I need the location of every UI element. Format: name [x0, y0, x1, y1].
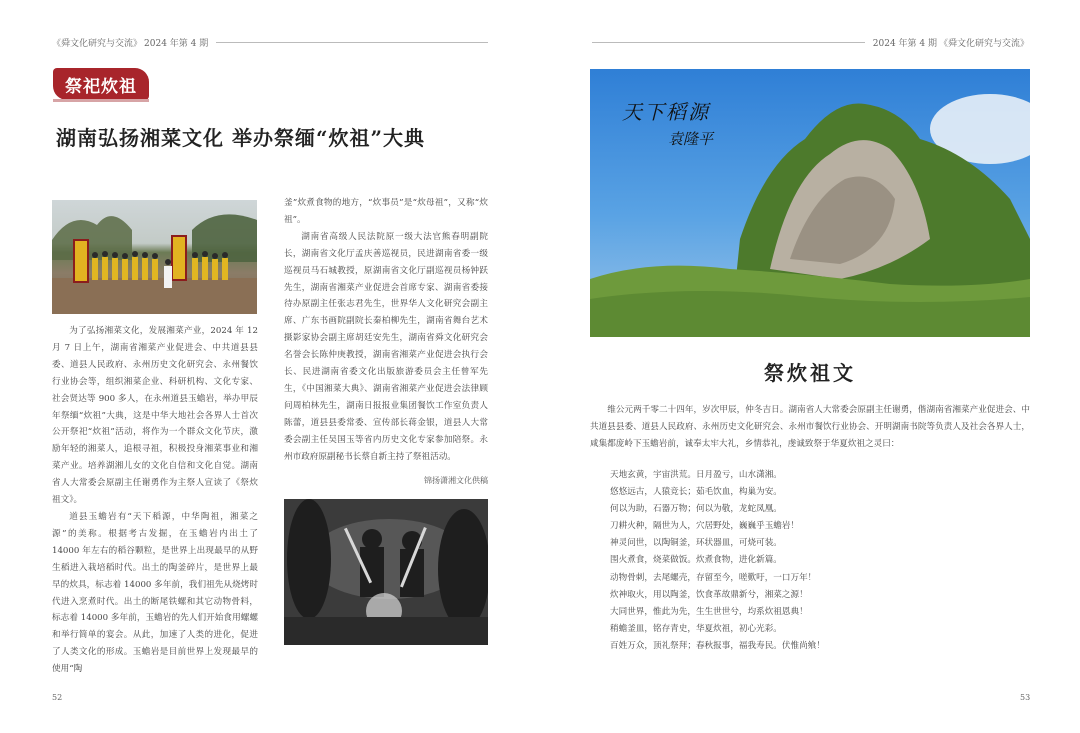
verse-line: 围火煮食，烧菜做饭。炊煮食物，进化新篇。 — [610, 555, 782, 566]
paragraph: 道县玉蟾岩有“天下稻源，中华陶祖，湘菜之源”的美称。根据考古发掘，在玉蟾岩内出土了 14000 年左右的稻谷颗粒，是世界上出现最早的从野生稻进入栽培稻时代。出土的陶釜碎片，是世界上最早的炊具，标志着 14000 多年前，我们祖先从烧烤时代进入烹煮时代。出土的断尾铁螺和其它动物骨料，标志着 14000 多年前，玉蟾岩的先人们开始食用螺螺和举行简单的宴会。从此，加速了人类的进化，促进了人类文化的形成。玉蟾岩是目前世界上发现最早的使用“陶 — [52, 511, 258, 675]
calligraphy-inscription: 天下稻源 — [622, 100, 710, 124]
eulogy-preface: 维公元两千零二十四年，岁次甲辰，仲冬吉日。湖南省人大常委会原副主任谢勇，偕湖南省湘菜产业促进会、中共道县县委、道县人民政府、永州历史文化研究会、永州市餐饮行业协会、开明湖南书院等负责人及社会各界人士，咸集都庞岭下玉蟾岩前，诚奉太牢大礼，乡情恭礼，虔诚致祭于华夏炊祖之灵曰： — [590, 405, 1030, 449]
article-column-2 — [284, 195, 488, 466]
section-tag-underline — [53, 99, 149, 102]
calligraphy-signature: 袁隆平 — [668, 130, 714, 148]
verse-line: 刀耕火种，隔世为人，穴居野处，巍巍乎玉蟾岩！ — [610, 521, 800, 532]
offering-photo — [284, 499, 488, 645]
issue-label: 2024 年第 4 期 — [144, 39, 209, 49]
paragraph: 釜”炊煮食物的地方，“炊事员”是“炊母祖”，又称“炊祖”。 — [284, 198, 488, 225]
verse-line: 神灵问世，以陶铜釜，环状器皿，可烧可装。 — [610, 538, 782, 549]
journal-name: 《舜文化研究与交流》 — [52, 39, 143, 49]
header-rule — [216, 42, 488, 43]
ceremony-photo — [52, 200, 257, 314]
issue-label: 2024 年第 4 期 — [872, 39, 937, 49]
verse-line: 百姓万众，顶礼祭拜；春秋报事，福我寿民。伏惟尚飨！ — [610, 640, 825, 651]
running-header-left — [52, 36, 488, 49]
verse-line: 天地玄黄，宇宙洪荒。日月盈亏，山水潇湘。 — [610, 470, 782, 480]
article-headline: 湖南弘扬湘菜文化 举办祭缅“炊祖”大典 — [56, 126, 425, 150]
offering-photo-illustration — [284, 499, 488, 645]
page-number: 53 — [1020, 693, 1031, 702]
paragraph: 湖南省高级人民法院原一级大法官熊春明副院长，湖南省文化厅孟庆善巡视员，民进湖南省委一级巡视员马石城教授，原湖南省文化厅副巡视员杨钟跃先生，湖南省湘菜产业促进会首席专家、湖南省委接待办原副主任张志君先生，世界华人文化研究会副主席、广东书画院副院长秦柏柳先生，湖南省舞台艺术摄影家协会副主席胡廷安先生，湖南省舜文化研究会名誉会长陈仲庚教授，湖南省湘菜产业促进会执行会长、民进湖南省委文化出版旅游委员会主任曾军先生，《中国湘菜大典》、湖南省湘菜产业促进会法律顾问周柏林先生，湖南日报报业集团餐饮工作室负责人陈蕾，道县县委常委、宣传部长蒋金银，道县人大常委会副主任吴国玉等省内历史文化专家参加陪祭。永州市政府原副秘书长蔡自新主持了祭祖活动。 — [284, 231, 488, 462]
verse-line: 大同世界，惟此为先，生生世世兮，均系炊祖恩典！ — [610, 606, 808, 617]
paragraph: 为了弘扬湘菜文化，发展湘菜产业，2024 年 12 月 7 日上午，湖南省湘菜产业促进会、中共道县县委、道县人民政府、永州历史文化研究会、永州餐饮行业协会等，组织湘菜企业、科研机构、文化专家、社会贤达等 900 多人，在永州道县玉蟾岩，举办甲辰年祭缅“炊祖”大典，这是中华大地社会各界人士首次公开祭祀“炊祖”活动，将作为一个群众文化节庆，激励年轻的湘菜人，追根寻祖，积极投身湘菜事业和湘菜产业。培养湖湘儿女的文化自信和文化自觉。湖南省人大常委会原副主任谢勇作为主祭人宣读了《祭炊祖文》。 — [52, 326, 258, 506]
section-tag: 祭祀炊祖 — [53, 68, 149, 100]
article-column-1 — [52, 323, 258, 678]
verse-line: 何以为助，石器万物；何以为敬，龙蛇凤凰。 — [610, 504, 782, 515]
journal-name: 《舜文化研究与交流》 — [938, 39, 1029, 49]
header-rule — [592, 42, 865, 43]
page-number: 52 — [52, 693, 63, 702]
photo-credit: 锦扬潇湘文化供稿 — [424, 476, 488, 485]
running-header-right — [592, 36, 1029, 49]
verse-line: 稍蟾釜皿，铭存青史，华夏炊祖，初心光彩。 — [610, 623, 782, 634]
verse-line: 动物骨刺，去尾螺壳，存留至今，嗟歎吁，一口万年！ — [610, 572, 817, 583]
eulogy-title: 祭炊祖文 — [764, 361, 856, 385]
eulogy-verses — [610, 467, 1030, 655]
ceremony-photo-illustration — [52, 200, 257, 314]
verse-line: 炊神取火，用以陶釜，饮食革故鼎新兮，湘菜之源！ — [610, 589, 808, 600]
verse-line: 悠悠远古，人猿竞长；茹毛饮血，构巢为安。 — [610, 487, 782, 498]
